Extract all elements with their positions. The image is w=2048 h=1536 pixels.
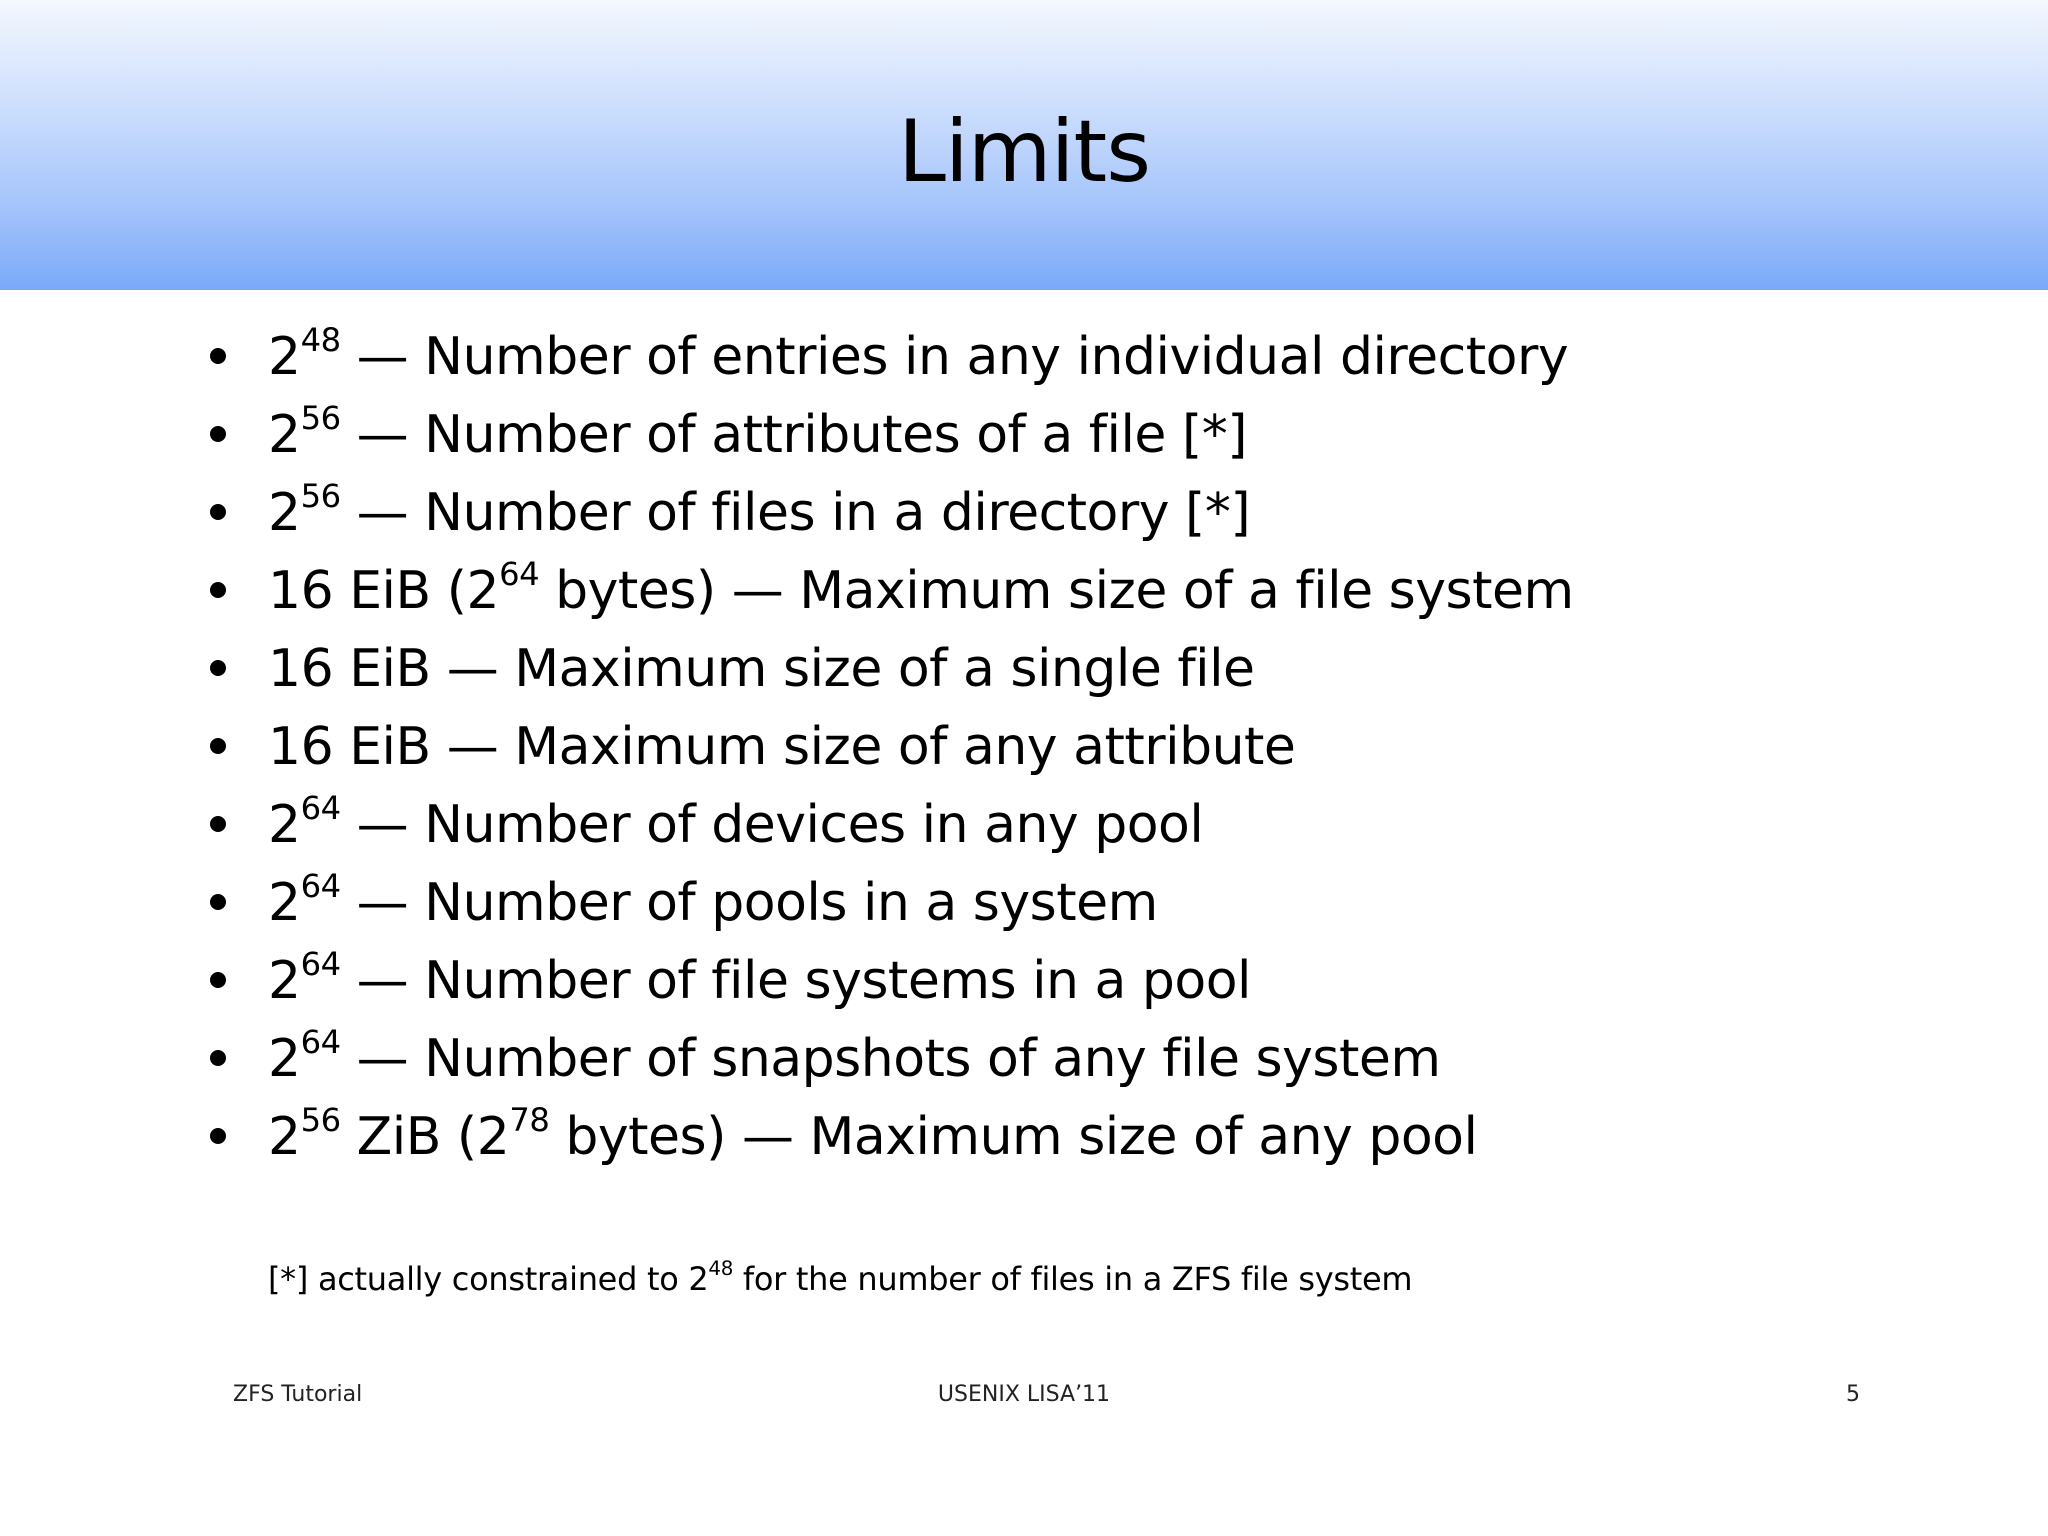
text-segment: 2 xyxy=(268,483,301,543)
bullet-dot-icon xyxy=(210,816,226,832)
text-segment: 2 xyxy=(268,405,301,465)
bullet-item xyxy=(210,1098,1574,1176)
text-segment: 2 xyxy=(268,1107,301,1167)
exponent: 56 xyxy=(300,1100,341,1139)
footer-center-text: USENIX LISA’11 xyxy=(937,1382,1111,1407)
text-segment: 2 xyxy=(268,1029,301,1089)
text-segment: 16 EiB (2 xyxy=(268,561,500,621)
text-segment: 16 EiB — Maximum size of a single file xyxy=(268,639,1255,699)
bullet-dot-icon xyxy=(210,582,226,598)
page-number: 5 xyxy=(1846,1382,1860,1407)
slide-title: Limits xyxy=(898,102,1150,202)
exponent: 64 xyxy=(300,788,341,827)
bullet-item xyxy=(210,630,1574,708)
bullet-dot-icon xyxy=(210,972,226,988)
bullet-item xyxy=(210,942,1574,1020)
exponent: 48 xyxy=(300,320,341,359)
bullet-list xyxy=(210,318,1574,1176)
text-segment: — Number of devices in any pool xyxy=(340,795,1204,855)
text-segment: — Number of snapshots of any file system xyxy=(340,1029,1441,1089)
text-segment: [*] actually constrained to 2 xyxy=(268,1260,709,1298)
bullet-dot-icon xyxy=(210,1128,226,1144)
exponent: 56 xyxy=(300,398,341,437)
bullet-item xyxy=(210,1020,1574,1098)
footer-left-text: ZFS Tutorial xyxy=(233,1382,363,1407)
text-segment: — Number of entries in any individual directory xyxy=(340,327,1569,387)
bullet-item xyxy=(210,552,1574,630)
text-segment: 2 xyxy=(268,873,301,933)
text-segment: 2 xyxy=(268,795,301,855)
bullet-dot-icon xyxy=(210,894,226,910)
bullet-item xyxy=(210,318,1574,396)
exponent: 48 xyxy=(708,1257,734,1281)
text-segment: 2 xyxy=(268,327,301,387)
bullet-item xyxy=(210,396,1574,474)
text-segment: 2 xyxy=(268,951,301,1011)
text-segment: — Number of files in a directory [*] xyxy=(340,483,1251,543)
bullet-item xyxy=(210,474,1574,552)
text-segment: 16 EiB — Maximum size of any attribute xyxy=(268,717,1296,777)
footnote xyxy=(268,1255,1412,1303)
text-segment: — Number of file systems in a pool xyxy=(340,951,1251,1011)
exponent: 56 xyxy=(300,476,341,515)
bullet-item xyxy=(210,786,1574,864)
exponent: 64 xyxy=(300,1022,341,1061)
text-segment: bytes) — Maximum size of a file system xyxy=(539,561,1574,621)
bullet-dot-icon xyxy=(210,738,226,754)
exponent: 64 xyxy=(300,866,341,905)
text-segment: bytes) — Maximum size of any pool xyxy=(549,1107,1478,1167)
bullet-dot-icon xyxy=(210,348,226,364)
title-banner xyxy=(0,0,2048,290)
exponent: 78 xyxy=(509,1100,550,1139)
text-segment: — Number of attributes of a file [*] xyxy=(340,405,1248,465)
bullet-item xyxy=(210,708,1574,786)
text-segment: — Number of pools in a system xyxy=(340,873,1158,933)
bullet-item xyxy=(210,864,1574,942)
exponent: 64 xyxy=(300,944,341,983)
text-segment: for the number of files in a ZFS file system xyxy=(733,1260,1413,1298)
exponent: 64 xyxy=(499,554,540,593)
bullet-dot-icon xyxy=(210,660,226,676)
bullet-dot-icon xyxy=(210,504,226,520)
bullet-dot-icon xyxy=(210,1050,226,1066)
bullet-dot-icon xyxy=(210,426,226,442)
text-segment: ZiB (2 xyxy=(340,1107,510,1167)
